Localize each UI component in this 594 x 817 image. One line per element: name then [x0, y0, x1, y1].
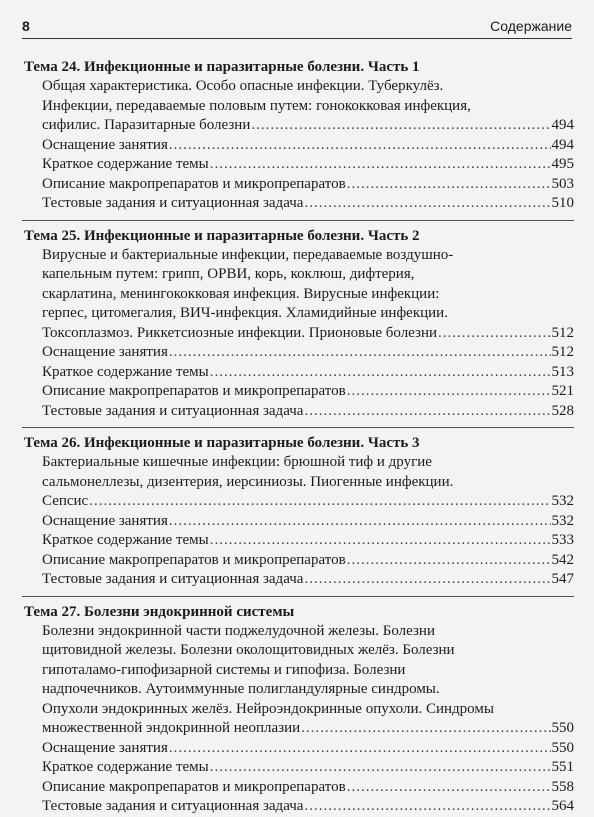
topic-title: Тема 26. Инфекционные и паразитарные болезни. Часть 3 [24, 435, 420, 451]
entry-page: 510 [551, 195, 574, 211]
entry-label: Сепсис [42, 493, 89, 509]
entry-label: Оснащение занятия [42, 739, 168, 756]
dot-leader [347, 551, 551, 571]
entry-page: 512 [551, 324, 574, 341]
description-line: Опухоли эндокринных желёз. Нейроэндокринные опухоли. Синдромы [42, 700, 494, 717]
toc-topic-27 [22, 597, 574, 817]
description-line: сальмонеллезы, дизентерия, иерсиниозы. Пиогенные инфекции. [42, 473, 454, 490]
description-line: надпочечников. Аутоиммунные полигландулярные синдромы. [42, 681, 440, 697]
entry-label: Тестовые задания и ситуационная задача [42, 798, 304, 814]
description-line: герпес, цитомегалия, ВИЧ-инфекция. Хламидийные инфекции. [42, 305, 448, 321]
dot-leader [169, 343, 551, 363]
entry-label: Описание макропрепаратов и микропрепаратов [42, 175, 346, 192]
toc-entry [42, 382, 574, 402]
toc-entry [42, 778, 574, 798]
entry-label: Описание макропрепаратов и микропрепаратов [42, 383, 346, 399]
description-line: Болезни эндокринной части поджелудочной железы. Болезни [42, 622, 435, 639]
entry-label: Токсоплазмоз. Риккетсиозные инфекции. Прионовые болезни [42, 324, 437, 341]
header-title: Содержание [490, 18, 572, 34]
topic-description [42, 622, 574, 720]
entry-label: Описание макропрепаратов и микропрепаратов [42, 551, 346, 568]
entry-page: 513 [551, 363, 574, 380]
description-line: Инфекции, передаваемые половым путем: гонококковая инфекция, [42, 97, 471, 114]
dot-leader [210, 531, 551, 551]
entry-label: Краткое содержание темы [42, 363, 209, 380]
toc-entry [42, 402, 574, 422]
entry-label: множественной эндокринной неоплазии [42, 720, 301, 736]
entry-page: 503 [551, 175, 574, 192]
entry-label: Краткое содержание темы [42, 532, 209, 548]
entry-page: 547 [551, 571, 574, 587]
entry-page: 494 [551, 117, 574, 133]
entry-label: Оснащение занятия [42, 512, 168, 529]
entry-page: 528 [551, 402, 574, 419]
dot-leader [438, 324, 551, 344]
dot-leader [347, 778, 551, 798]
toc-entry [42, 551, 574, 571]
toc-entry [42, 175, 574, 195]
entry-label: Тестовые задания и ситуационная задача [42, 402, 304, 419]
toc-topic-26 [22, 428, 574, 590]
toc-list [22, 52, 574, 817]
entry-page: 564 [551, 798, 574, 814]
entry-page: 558 [551, 778, 574, 795]
entry-label: сифилис. Паразитарные болезни [42, 117, 251, 133]
dot-leader [89, 492, 550, 512]
description-line: Бактериальные кишечные инфекции: брюшной тиф и другие [42, 454, 432, 470]
toc-entry [42, 719, 574, 739]
description-line: гипоталамо-гипофизарной системы и гипофиза. Болезни [42, 661, 406, 678]
entry-page: 521 [551, 383, 574, 399]
dot-leader [210, 155, 551, 175]
entry-page: 542 [551, 551, 574, 568]
toc-entry [42, 570, 574, 590]
dot-leader [304, 570, 550, 590]
toc-entry [42, 343, 574, 363]
topic-title: Тема 25. Инфекционные и паразитарные болезни. Часть 2 [24, 227, 420, 244]
toc-entry [42, 324, 574, 344]
description-line: капельным путем: грипп, ОРВИ, корь, коклюш, дифтерия, [42, 266, 415, 282]
topic-title: Тема 24. Инфекционные и паразитарные болезни. Часть 1 [24, 59, 420, 75]
entry-page: 533 [551, 532, 574, 548]
toc-topic-24 [22, 52, 574, 214]
dot-leader [169, 739, 551, 759]
topic-description [42, 246, 574, 324]
toc-entry [42, 155, 574, 175]
toc-entry [42, 739, 574, 759]
description-line: Общая характеристика. Особо опасные инфекции. Туберкулёз. [42, 78, 444, 94]
dot-leader [210, 363, 551, 383]
running-header [22, 14, 572, 39]
entry-page: 550 [551, 739, 574, 756]
entry-label: Краткое содержание темы [42, 156, 209, 172]
toc-entry [42, 492, 574, 512]
entry-label: Краткое содержание темы [42, 759, 209, 775]
dot-leader [169, 512, 551, 532]
dot-leader [304, 402, 550, 422]
toc-entry [42, 194, 574, 214]
entry-page: 532 [551, 512, 574, 529]
toc-entry [42, 758, 574, 778]
entry-label: Описание макропрепаратов и микропрепаратов [42, 778, 346, 795]
entry-page: 495 [551, 156, 574, 172]
toc-entry [42, 531, 574, 551]
dot-leader [301, 719, 550, 739]
dot-leader [304, 194, 550, 214]
description-line: Вирусные и бактериальные инфекции, передаваемые воздушно- [42, 246, 454, 263]
topic-title: Тема 27. Болезни эндокринной системы [24, 603, 295, 620]
entry-label: Тестовые задания и ситуационная задача [42, 571, 304, 587]
topic-description [42, 77, 574, 116]
toc-topic-25 [22, 221, 574, 422]
dot-leader [347, 175, 551, 195]
entry-page: 532 [551, 493, 574, 509]
entry-page: 512 [551, 344, 574, 360]
entry-label: Оснащение занятия [42, 136, 168, 153]
page-number: 8 [22, 18, 30, 34]
entry-label: Тестовые задания и ситуационная задача [42, 195, 304, 211]
description-line: щитовидной железы. Болезни околощитовидных желёз. Болезни [42, 642, 455, 658]
dot-leader [210, 758, 551, 778]
dot-leader [251, 116, 550, 136]
dot-leader [169, 136, 551, 156]
toc-entry [42, 363, 574, 383]
toc-entry [42, 512, 574, 532]
dot-leader [347, 382, 551, 402]
topic-description [42, 453, 574, 492]
entry-label: Оснащение занятия [42, 344, 168, 360]
entry-page: 550 [551, 720, 574, 736]
toc-entry [42, 116, 574, 136]
entry-page: 551 [551, 759, 574, 775]
toc-entry [42, 136, 574, 156]
description-line: скарлатина, менингококковая инфекция. Вирусные инфекции: [42, 285, 440, 302]
entry-page: 494 [551, 136, 574, 153]
